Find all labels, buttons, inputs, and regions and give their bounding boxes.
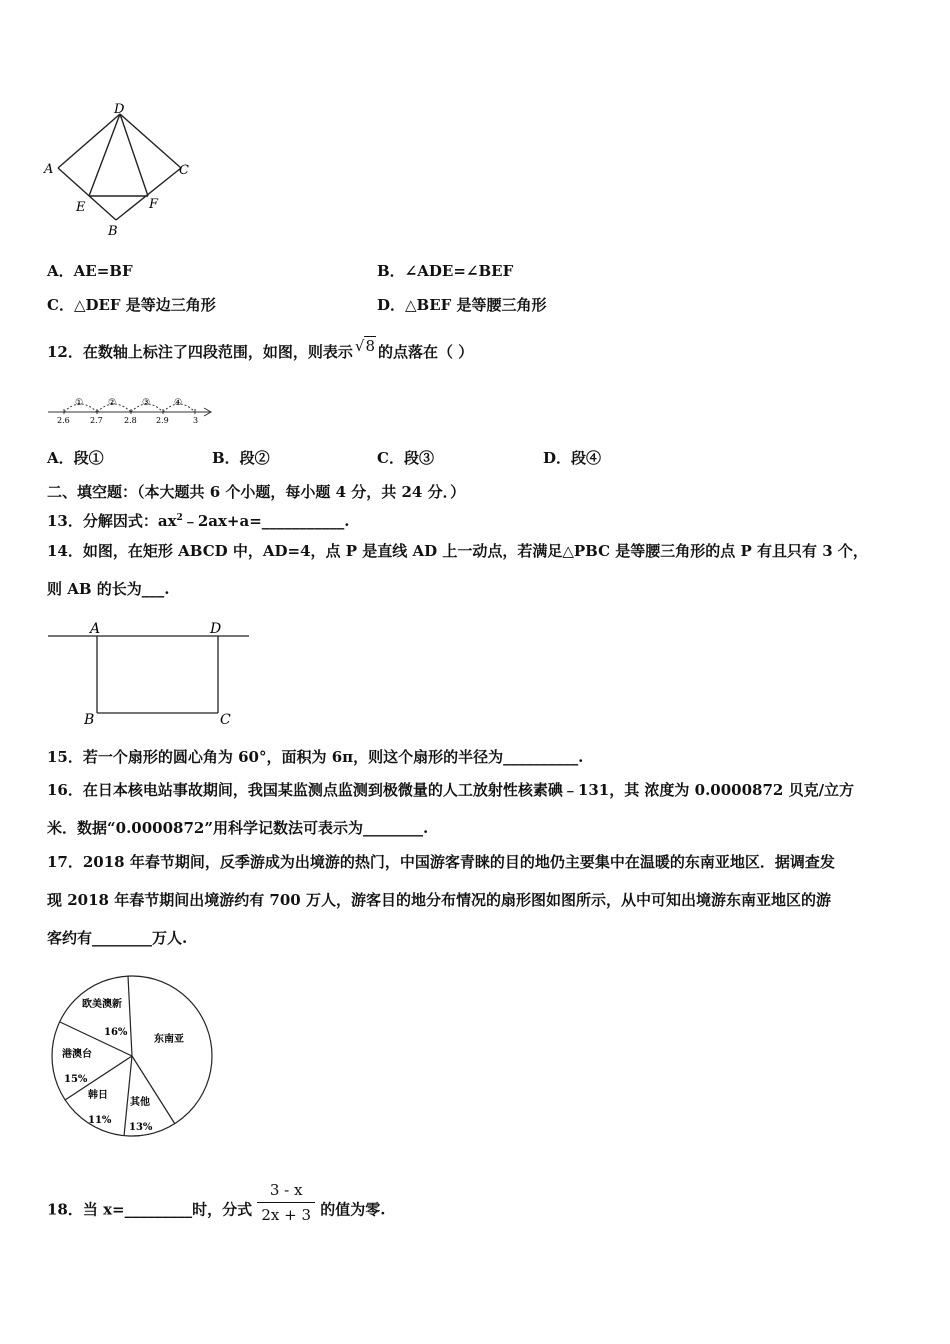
q12-tick-2-7: 2.7 — [90, 416, 103, 425]
q12-segment-4: ④ — [174, 398, 183, 408]
radical-sign-icon: √ — [354, 337, 365, 355]
q11-label-A: A — [44, 162, 54, 177]
q14-label-A: A — [90, 621, 101, 637]
q12-tick-3: 3 — [193, 416, 199, 425]
q11-option-b: B．∠ADE=∠BEF — [377, 262, 514, 280]
q12-stem-post: 的点落在（ ） — [378, 343, 474, 361]
q11-option-d: D．△BEF 是等腰三角形 — [377, 296, 547, 314]
q13-pre: 13．分解因式：ax — [47, 512, 177, 530]
q17-pie-chart — [48, 972, 228, 1142]
q14-label-D: D — [210, 621, 222, 637]
pie-label-korea-japan: 韩日 — [88, 1090, 108, 1101]
q12-tick-2-9: 2.9 — [156, 416, 169, 425]
q12-tick-2-6: 2.6 — [57, 416, 70, 425]
q17-line-1: 17．2018 年春节期间，反季游成为出境游的热门，中国游客青睐的目的地仍主要集中在温暖的东南亚地区．据调查发 — [47, 853, 835, 871]
q13-post: ﹣2ax+a=___________. — [182, 512, 350, 530]
q12-radicand: 8 — [365, 337, 375, 355]
q18-post: 的值为零. — [320, 1200, 386, 1219]
q18-fraction — [257, 1178, 315, 1227]
pie-pct-hk-macau-tw: 15% — [64, 1074, 88, 1085]
q12-stem-pre: 12．在数轴上标注了四段范围，如图，则表示 — [47, 343, 353, 361]
q13-exponent: 2 — [176, 513, 183, 523]
pie-label-southeast-asia: 东南亚 — [154, 1034, 184, 1045]
q18-pre: 18．当 x=_________时，分式 — [47, 1200, 253, 1219]
q15-stem: 15．若一个扇形的圆心角为 60°，面积为 6π，则这个扇形的半径为__________. — [47, 748, 584, 766]
q14-label-C: C — [220, 712, 231, 728]
pie-pct-europe: 16% — [104, 1027, 128, 1038]
q14-label-B: B — [84, 712, 95, 728]
q17-line-2: 现 2018 年春节期间出境游约有 700 万人，游客目的地分布情况的扇形图如图所示，从中可知出境游东南亚地区的游 — [47, 891, 831, 909]
q16-line-2: 米．数据“0.0000872”用科学记数法可表示为________. — [47, 819, 429, 837]
q12-option-d: D．段④ — [543, 449, 602, 467]
q11-label-E: E — [76, 200, 86, 215]
q18-numerator: 3 - x — [269, 1181, 303, 1199]
q13-stem — [47, 508, 350, 531]
q11-label-D: D — [114, 102, 125, 117]
pie-pct-korea-japan: 11% — [88, 1115, 112, 1126]
q12-stem — [47, 337, 474, 362]
q11-label-B: B — [108, 224, 118, 239]
q17-line-3: 客约有________万人. — [47, 929, 188, 947]
q14-figure — [44, 618, 254, 728]
pie-label-other: 其他 — [130, 1097, 150, 1108]
q12-tick-2-8: 2.8 — [124, 416, 137, 425]
q14-line-1: 14．如图，在矩形 ABCD 中，AD=4，点 P 是直线 AD 上一动点，若满足△PBC 是等腰三角形的点 P 有且只有 3 个， — [47, 542, 868, 560]
pie-label-hk-macau-tw: 港澳台 — [62, 1049, 92, 1060]
q11-label-F: F — [149, 197, 159, 212]
q12-segment-2: ② — [108, 398, 117, 408]
q12-segment-3: ③ — [142, 398, 151, 408]
q12-option-b: B．段② — [212, 449, 270, 467]
q14-line-2: 则 AB 的长为___. — [47, 580, 170, 598]
q12-option-c: C．段③ — [377, 449, 434, 467]
q16-line-1: 16．在日本核电站事故期间，我国某监测点监测到极微量的人工放射性核素碘﹣131，其 浓度为 0.0000872 贝克/立方 — [47, 781, 855, 799]
section-2-heading: 二、填空题：（本大题共 6 个小题，每小题 4 分，共 24 分．） — [47, 483, 466, 501]
q12-sqrt — [355, 336, 376, 356]
q18-denominator: 2x + 3 — [257, 1202, 315, 1227]
q11-label-C: C — [179, 163, 189, 178]
pie-pct-other: 13% — [129, 1122, 153, 1133]
q11-option-a: A．AE=BF — [47, 262, 133, 280]
q12-option-a: A．段① — [47, 449, 104, 467]
q12-number-line — [44, 390, 219, 428]
q11-option-c: C．△DEF 是等边三角形 — [47, 296, 216, 314]
pie-label-europe: 欧美澳新 — [82, 999, 122, 1010]
q18-stem — [47, 1181, 386, 1235]
q11-figure — [40, 102, 200, 242]
q12-segment-1: ① — [75, 398, 84, 408]
